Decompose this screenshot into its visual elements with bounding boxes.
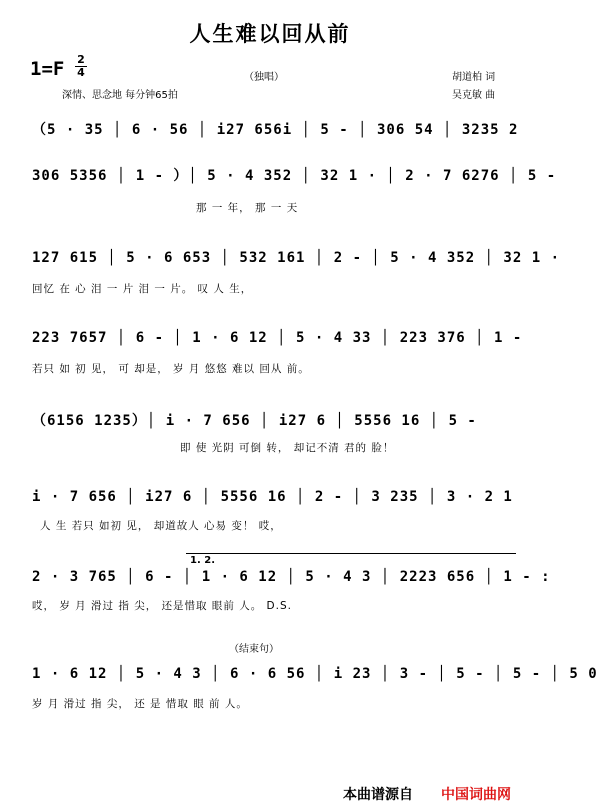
score-line-2-notes: 306 5356 │ 1 - ）│ 5 · 4 352 │ 32 1 · │ 2 · 7 6276 │ 5 - xyxy=(32,168,557,184)
lyricist-credit: 胡道柏 词 xyxy=(452,72,496,83)
page-title: 人生难以回从前 xyxy=(189,22,351,46)
footer-site-name: 中国词曲网 xyxy=(441,787,511,803)
time-signature xyxy=(74,54,88,79)
score-line-6-lyrics: 人 生 若只 如初 见， 却道故人 心易 变！ 哎， xyxy=(40,520,282,532)
meter-bottom: 4 xyxy=(77,66,85,79)
composer-credit: 吴克敏 曲 xyxy=(452,90,496,101)
score-line-4-lyrics: 若只 如 初 见， 可 却是， 岁 月 悠悠 难以 回从 前。 xyxy=(32,363,310,375)
score-line-3-notes: 127 615 │ 5 · 6 653 │ 532 161 │ 2 - │ 5 · 4 352 │ 32 1 · xyxy=(32,250,561,266)
score-line-5-lyrics: 即 使 光阴 可倒 转， 却记不清 君的 脸！ xyxy=(180,442,395,454)
tempo-marking: 深情、思念地 每分钟65拍 xyxy=(62,90,178,101)
score-line-3-lyrics: 回忆 在 心 泪 一 片 泪 一 片。 叹 人 生， xyxy=(32,283,253,295)
score-line-7-notes: 2 · 3 765 │ 6 - │ 1 · 6 12 │ 5 · 4 3 │ 2223 656 │ 1 - : xyxy=(32,569,551,585)
score-line-2-lyrics: 那 一 年， 那 一 天 xyxy=(196,202,299,214)
score-line-4-notes: 223 7657 │ 6 - │ 1 · 6 12 │ 5 · 4 33 │ 223 376 │ 1 - xyxy=(32,330,523,346)
score-line-6-notes: i · 7 656 │ i27 6 │ 5556 16 │ 2 - │ 3 235 │ 3 · 2 1 xyxy=(32,489,513,505)
meter-top: 2 xyxy=(77,53,85,66)
key-signature: 1=F xyxy=(30,58,65,80)
score-line-8-notes: 1 · 6 12 │ 5 · 4 3 │ 6 · 6 56 │ i 23 │ 3 - │ 5 - │ 5 - │ 5 0 xyxy=(32,666,598,682)
score-line-7-lyrics: 哎， 岁 月 滑过 指 尖， 还是惜取 眼前 人。 D.S. xyxy=(32,600,292,612)
score-line-1-notes: （5 · 35 │ 6 · 56 │ i27 656i │ 5 - │ 306 54 │ 3235 2 xyxy=(32,122,519,138)
performance-mode: （独唱） xyxy=(244,72,284,83)
footer-source-label: 本曲谱源自 xyxy=(343,787,413,803)
volta-label: 1. 2. xyxy=(190,555,215,566)
score-line-5-notes: （6156 1235）│ i · 7 656 │ i27 6 │ 5556 16 │ 5 - xyxy=(32,413,477,429)
coda-label: （结束句） xyxy=(229,644,279,655)
score-line-8-lyrics: 岁 月 滑过 指 尖， 还 是 惜取 眼 前 人。 xyxy=(32,698,248,710)
volta-bracket xyxy=(186,553,516,554)
